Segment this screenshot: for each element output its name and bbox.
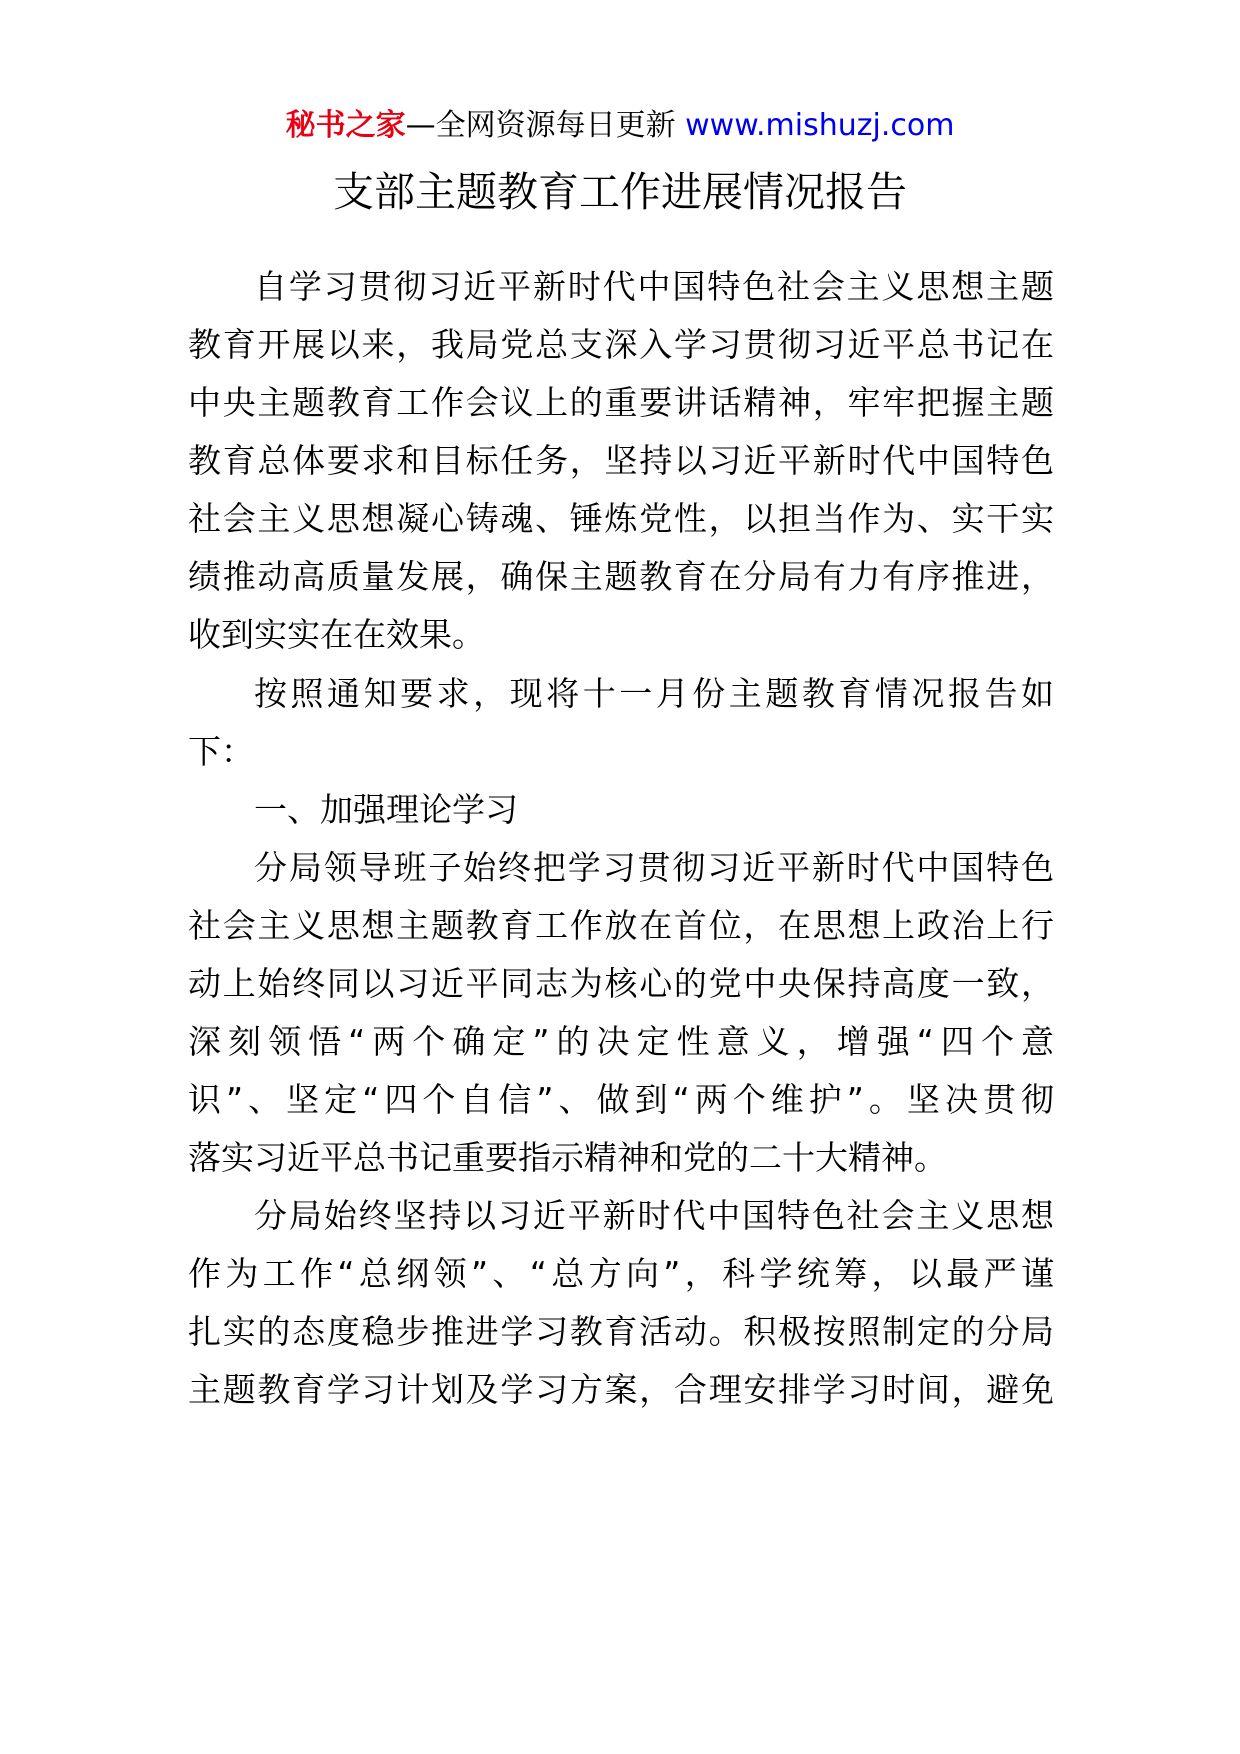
site-slogan: —全网资源每日更新 (405, 108, 686, 143)
body-line: 按照通知要求，现将十一月份主题教育情况报告如 (254, 674, 1054, 713)
body-line: 收到实实在在效果。 (188, 615, 485, 654)
body-line: 主题教育学习计划及学习方案，合理安排学习时间，避免 (188, 1370, 1054, 1409)
body-line: 扎实的态度稳步推进学习教育活动。积极按照制定的分局 (188, 1312, 1054, 1351)
body-line: 中央主题教育工作会议上的重要讲话精神，牢牢把握主题 (188, 383, 1054, 422)
body-line: 深刻领悟“两个确定”的决定性意义，增强“四个意 (188, 1022, 1054, 1061)
site-header (0, 104, 1240, 148)
body-line: 分局始终坚持以习近平新时代中国特色社会主义思想 (254, 1196, 1054, 1235)
body-line: 绩推动高质量发展，确保主题教育在分局有力有序推进， (188, 557, 1054, 596)
brand-name: 秘书之家 (285, 108, 406, 143)
body-line: 落实习近平总书记重要指示精神和党的二十大精神。 (188, 1138, 947, 1177)
body-line: 社会主义思想主题教育工作放在首位，在思想上政治上行 (188, 906, 1054, 945)
body-line: 下： (188, 732, 254, 771)
body-line: 动上始终同以习近平同志为核心的党中央保持高度一致， (188, 964, 1054, 1003)
document-title: 支部主题教育工作进展情况报告 (333, 168, 907, 216)
body-line: 分局领导班子始终把学习贯彻习近平新时代中国特色 (254, 848, 1054, 887)
site-url-link[interactable]: www.mishuzj.com (685, 108, 955, 143)
body-line: 教育总体要求和目标任务，坚持以习近平新时代中国特色 (188, 441, 1054, 480)
body-line: 教育开展以来，我局党总支深入学习贯彻习近平总书记在 (188, 325, 1054, 364)
section-heading: 一、加强理论学习 (254, 790, 518, 829)
body-line: 社会主义思想凝心铸魂、锤炼党性，以担当作为、实干实 (188, 499, 1054, 538)
body-line: 识”、坚定“四个自信”、做到“两个维护”。坚决贯彻 (188, 1080, 1054, 1119)
body-line: 作为工作“总纲领”、“总方向”，科学统筹，以最严谨 (188, 1254, 1054, 1293)
body-line: 自学习贯彻习近平新时代中国特色社会主义思想主题 (254, 267, 1054, 306)
